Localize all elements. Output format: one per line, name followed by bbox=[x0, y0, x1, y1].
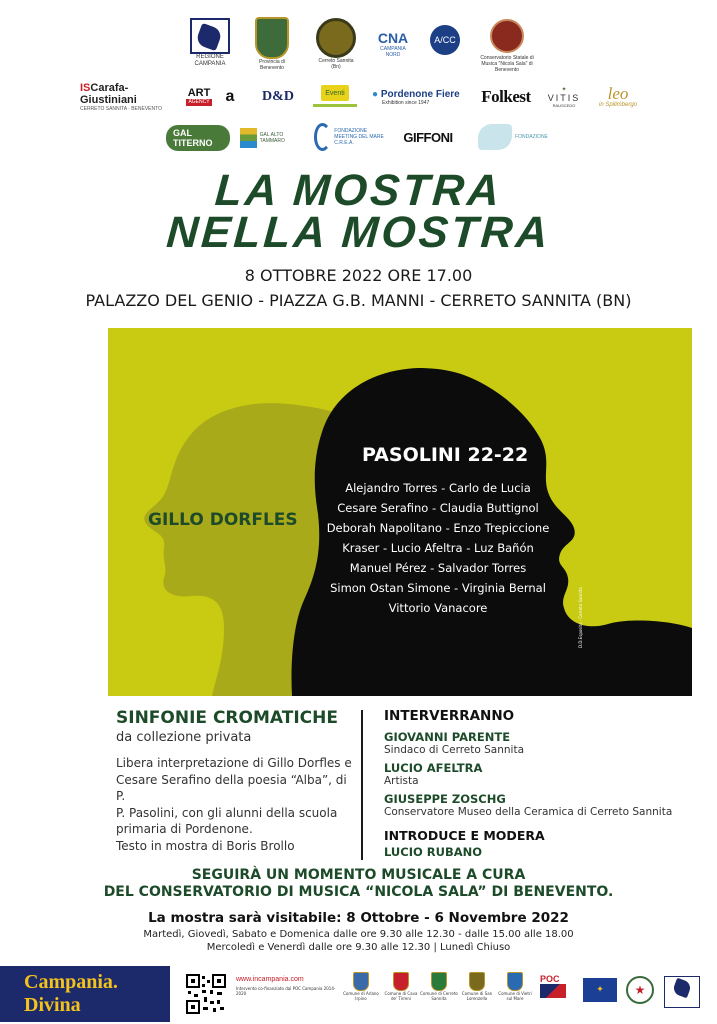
logo-eventi: Eventi bbox=[311, 82, 359, 110]
music-note: SEGUIRÀ UN MOMENTO MUSICALE A CURA DEL CONSERVATORIO DI MUSICA “NICOLA SALA” DI BENEVENTO. bbox=[103, 867, 614, 900]
eu-flag-icon: ✦ bbox=[583, 978, 617, 1002]
logo-gal-titerno: GAL TITERNO bbox=[166, 124, 230, 152]
moderator-heading: INTRODUCE E MODERA bbox=[384, 828, 545, 843]
regione-campania-footer-logo bbox=[664, 976, 700, 1008]
logo-giffoni: GIFFONI bbox=[403, 129, 453, 145]
logo-a: a bbox=[225, 88, 235, 105]
logo-vitis: ✦ VITIS RAUSCEDO bbox=[547, 87, 581, 108]
footer bbox=[0, 964, 717, 1024]
artist-line: Vittorio Vanacore bbox=[388, 601, 488, 615]
event-datetime: 8 OTTOBRE 2022 ORE 17.00 bbox=[244, 266, 473, 285]
artwork-panel bbox=[108, 328, 692, 696]
speaker-item: LUCIO AFELTRA Artista bbox=[384, 761, 483, 787]
logo-pordenone-fiere: ● Pordenone Fiere Exhibition since 1947 bbox=[372, 88, 460, 106]
footer-url: www.incampania.com bbox=[236, 976, 304, 983]
logo-comune-cerreto: Cerreto Sannita (Bn) bbox=[315, 16, 357, 72]
crest-icon bbox=[393, 972, 409, 991]
visiting-hours-1: Martedì, Giovedì, Sabato e Domenica dalle ore 9.30 alle 12.30 - dalle 15.00 alle 18.00 bbox=[143, 929, 574, 940]
logo-cna: CNA CAMPANIA NORD bbox=[377, 30, 409, 58]
speaker-item: GIUSEPPE ZOSCHG Conservatore Museo della Ceramica di Cerreto Sannita bbox=[384, 792, 673, 818]
artist-line: Deborah Napolitano - Enzo Trepiccione bbox=[326, 521, 550, 535]
visiting-headline: La mostra sarà visitabile: 8 Ottobre - 6 Novembre 2022 bbox=[148, 910, 569, 926]
artist-line: Kraser - Lucio Afeltra - Luz Bañón bbox=[342, 541, 534, 555]
crest-icon bbox=[507, 972, 523, 991]
qr-code-icon bbox=[186, 974, 226, 1014]
sinfonie-description: Libera interpretazione di Gillo Dorfles e Cesare Serafino della poesia “Alba”, di P. P. Pasolini, con gli alunni della scuola primaria di Pordenone. Testo in mostra di Boris Brollo bbox=[116, 756, 352, 853]
logo-d-and-d: D&D bbox=[262, 89, 294, 104]
logo-gal-alto-tammaro: GAL ALTO TAMMARO bbox=[240, 124, 306, 152]
moderator-name: LUCIO RUBANO bbox=[384, 845, 483, 859]
artist-line: Manuel Pérez - Salvador Torres bbox=[349, 561, 527, 575]
poc-logo: POC bbox=[540, 974, 570, 1008]
speakers-block bbox=[384, 708, 684, 859]
artist-line: Alejandro Torres - Carlo de Lucia bbox=[345, 481, 531, 495]
sinfonie-heading: SINFONIE CROMATICHE bbox=[116, 708, 338, 728]
crest-icon bbox=[431, 972, 447, 991]
artist-line: Simon Ostan Simone - Virginia Bernal bbox=[330, 581, 546, 595]
artist-list bbox=[288, 478, 588, 618]
logo-fondazione-meeting: FONDAZIONE MEETING DEL MARE C.R.E.A. bbox=[314, 120, 388, 154]
logo-carafa-giustiniani: ISCarafa-Giustiniani CERRETO SANNITA · BENEVENTO bbox=[80, 82, 162, 112]
vertical-credit: D.D.Esposito · Cerreto Sannita bbox=[578, 587, 583, 648]
logo-conservatorio: Conservatorio Statale di Musica "Nicola Sala" di Benevento bbox=[474, 16, 540, 76]
logo-leo: leo in Spilimbergo bbox=[598, 84, 638, 108]
logo-folkest: Folkest bbox=[481, 87, 531, 106]
italy-emblem-icon: ★ bbox=[626, 976, 652, 1004]
comune-crest: Comune di Cava de' Tirreni bbox=[382, 972, 420, 1001]
comune-crest: Comune di Arlano Irpino bbox=[342, 972, 380, 1001]
comune-crest: Comune di San Lorenzello bbox=[458, 972, 496, 1001]
main-title-line1: LA MOSTRA bbox=[213, 166, 504, 215]
logo-provincia-benevento: Provincia di Benevento bbox=[251, 16, 293, 72]
artist-line: Cesare Serafino - Claudia Buttignol bbox=[337, 501, 539, 515]
comune-crest: Comune di Cerreto Sannita bbox=[420, 972, 458, 1001]
event-venue: PALAZZO DEL GENIO - PIAZZA G.B. MANNI - CERRETO SANNITA (BN) bbox=[85, 291, 632, 310]
visiting-hours-2: Mercoledì e Venerdì dalle ore 9.30 alle 12.30 | Lunedì Chiuso bbox=[206, 942, 511, 953]
campania-divina-brand: Campania. Divina bbox=[0, 966, 170, 1022]
sinfonie-block bbox=[116, 708, 356, 854]
logo-regione-campania: REGIONE CAMPANIA bbox=[188, 18, 232, 68]
pasolini-title: PASOLINI 22-22 bbox=[362, 444, 529, 466]
column-divider bbox=[361, 710, 363, 860]
logo-avcc: A/CC bbox=[429, 24, 461, 56]
logo-fondazione: FONDAZIONE bbox=[470, 120, 556, 154]
dorfles-label: GILLO DORFLES bbox=[148, 510, 298, 530]
crest-icon bbox=[469, 972, 485, 991]
crest-icon bbox=[353, 972, 369, 991]
sinfonie-subheading: da collezione privata bbox=[116, 730, 252, 745]
main-title-line2: NELLA MOSTRA bbox=[164, 208, 553, 257]
logo-art-agency: ART AGENCY bbox=[187, 87, 211, 105]
comune-crest: Comune di Vietri sul Mare bbox=[496, 972, 534, 1001]
speakers-heading: INTERVERRANNO bbox=[384, 708, 515, 724]
footer-fine-print: Intervento co-finanziato dal POC Campania 2014-2020 bbox=[236, 986, 336, 996]
speaker-item: GIOVANNI PARENTE Sindaco di Cerreto Sannita bbox=[384, 730, 525, 756]
visiting-info bbox=[0, 910, 717, 953]
